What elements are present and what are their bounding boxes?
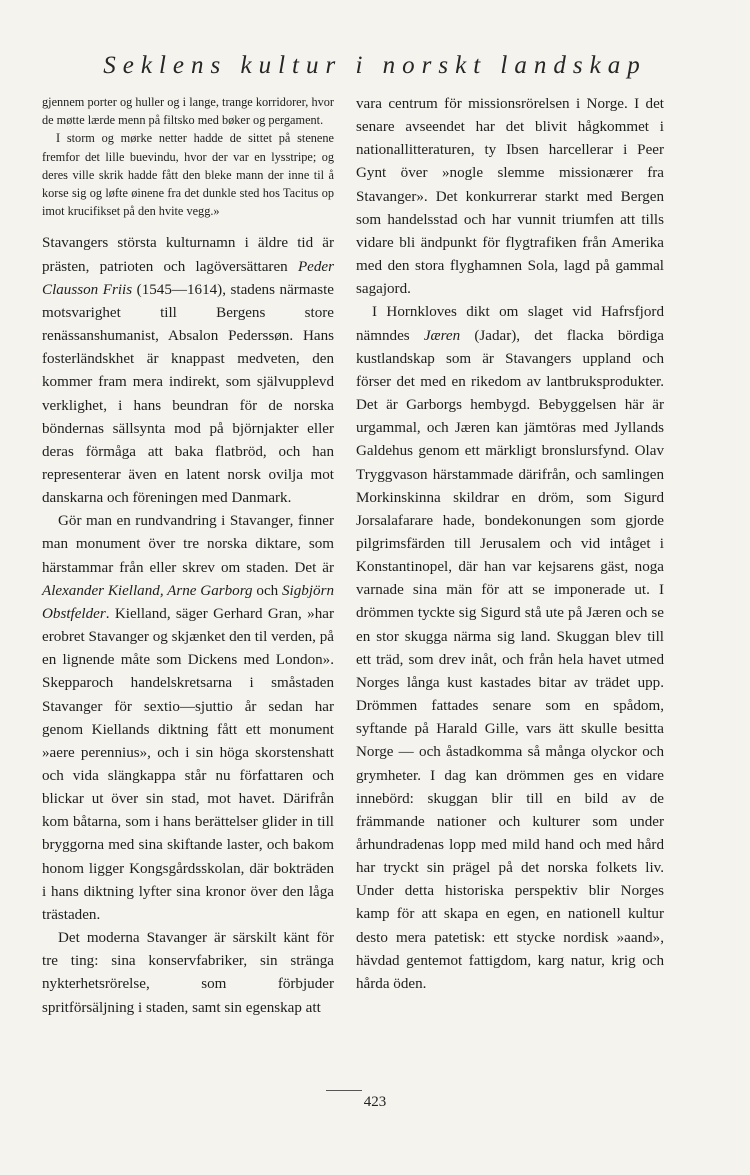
paragraph-mission: vara centrum för missionsrörelsen i Norge. I det senare avseendet har det blivit hågkommet i nationallitteraturen, ty Ibsen harcellerar i Peer Gynt över »nogle slemme missionærer fra Stavanger». Det konkurrerar starkt med Bergen som handelsstad och har vunnit triumfen att tills vidare bli ändpunkt för flygtrafiken från Amerika med den stora flyghamnen Sola, lagd på gammal sagajord. xyxy=(356,96,664,298)
person-name: Sigbjörn Obstfelder xyxy=(42,582,334,622)
right-column xyxy=(356,93,664,996)
paragraph-monuments: Gör man en rundvandring i Stavanger, finner man monument över tre norska diktare, som härstammar från eller skrev om staden. Det är Alexander Kielland, Arne Garborg och Sigbjörn Obstfelder. Kielland, säger Gerhard Gran, »har erobret Stavanger og skjænket den til verden, på en lignende måte som Dickens med London». Skepparoch handelskretsarna i småstaden Stavanger för sextio—sjuttio år sedan har genom Kiellands diktning fått ett monument »aere perennius», och i sin höga skorstenshatt och vida slängkappa står nu författaren och blickar ut över sin stad, mot havet. Därifrån kom båtarna, som i hans berättelser glider in till bryggorna med sina skiftande laster, och bakom honom ligger Kongsgårdsskolan, där bokträden i hans diktning lyfter sina kronor över den låga trästaden. xyxy=(42,513,334,923)
block-quote xyxy=(42,93,334,220)
person-names: Alexander Kielland, Arne Garborg xyxy=(42,582,253,599)
page-number: 423 xyxy=(363,1094,387,1110)
left-body xyxy=(42,232,334,1019)
quote-paragraph-1: gjennem porter og huller og i lange, trange korridorer, hvor de møtte lærde menn på filtsko med bøker og pergament. xyxy=(42,95,334,128)
paragraph-friis: Stavangers största kulturnamn i äldre tid är prästen, patrioten och lagöversättaren Peder Clausson Friis (1545—1614), stadens närmaste motsvarighet till Bergens store renässanshumanist, Absalon Pederssøn. Hans fosterländskhet är knappast medveten, den kommer fram mera indirekt, som självupplevd verklighet, i hans beundran för de norska böndernas sällsynta mod på björnjakter eller deras förmåga att baka flatbröd, och han representerar även en latent norsk ovilja mot danskarna och föreningen med Danmark. xyxy=(42,235,335,507)
left-column xyxy=(42,93,334,1020)
quote-paragraph-2: I storm og mørke netter hadde de sittet på stenene fremfor det lille buevindu, hvor der var en lysstripe; og deres ville skrik hadde fått den bleke mann der inne til å korse sig og løfte øinene fra det dunkle sted hos Tacitus op imot krucifikset på den hvite vegg.» xyxy=(42,131,334,219)
paragraph-jaeren: I Hornkloves dikt om slaget vid Hafrsfjord nämndes Jæren (Jadar), det flacka bördiga kustlandskap som är Stavangers uppland och förser det med en rikedom av lantbruksprodukter. Det är Garborgs hembygd. Bebyggelsen här är urgammal, och Jæren kan jämtöras med Jyllands Galdehus genom ett märkligt bronslursfynd. Olav Tryggvason härstammade därifrån, och samlingen Morkinskinna skildrar en dröm, som Sigurd Jorsalafarare hade, bondekonungen som gjorde pilgrimsfärden till Jerusalem och vid intåget i Konstantinopel, där han var kejsarens gäst, noga varnade sina män för att se imponerade ut. I drömmen tyckte sig Sigurd stå ute på Jæren och se en stor skugga närma sig land. Skuggan blev till ett träd, som drev inåt, och från hela havet utmed Norges långa kust kastades bitar av trädet upp. Drömmen fattades senare som en spådom, syftande på Harald Gille, vars ätt skulle besitta Norge — och åstadkomma så många olyckor och grymheter. I dag kan drömmen ges en vidare innebörd: skuggan blir till en bild av de främmande nationer och kulturer som under århundradenas lopp med mild hand och med hård har tryckt sin prägel på det norska folkets liv. Under detta historiska perspektiv blir Norges kamp för att skapa en egen, en nationell kultur desto mera patetisk: ett stycke nordisk »aand», hävdad gentemot fattigdom, karg natur, krig och hårda öden. xyxy=(356,304,664,992)
running-title: Seklens kultur i norskt landskap xyxy=(103,52,647,79)
person-name: Peder Clausson Friis xyxy=(42,258,334,298)
paragraph-modern-stavanger: Det moderna Stavanger är särskilt känt för tre ting: sina konservfabriker, sin stränga nykterhetsrörelse, som förbjuder spritförsäljning i staden, samt sin egenskap att xyxy=(42,930,334,1016)
footer-rule xyxy=(326,1090,362,1091)
right-body xyxy=(356,93,664,996)
place-name: Jæren xyxy=(423,327,461,344)
